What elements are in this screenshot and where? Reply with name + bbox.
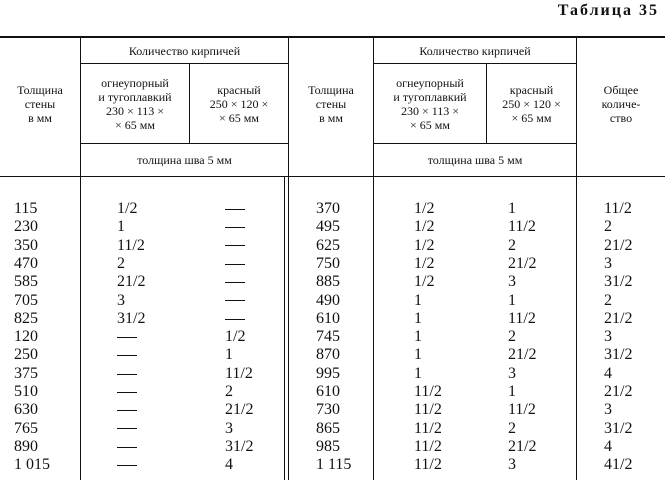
refractory-count-cell: 11/2: [414, 456, 442, 474]
total-count-cell: 4: [604, 364, 612, 382]
wall-thickness-cell: 250: [14, 346, 38, 364]
dash-mark: [225, 319, 245, 320]
refractory-count-cell: 1/2: [414, 218, 435, 236]
table-caption: Таблица 35: [557, 2, 659, 19]
red-count-cell: 2: [225, 383, 233, 400]
refractory-count-cell: 1: [414, 364, 422, 382]
refractory-count-cell: 1/2: [117, 200, 138, 217]
red-count-cell: 2: [508, 328, 516, 346]
header-red-left: красный 250 × 120 × × 65 мм: [209, 82, 269, 125]
wall-thickness-cell: 490: [316, 291, 340, 309]
refractory-count-cell: 21/2: [117, 273, 146, 291]
dash-mark: [117, 410, 137, 411]
wall-thickness-cell: 115: [14, 200, 38, 217]
red-count-cell: [225, 218, 245, 236]
total-count-cell: 41/2: [604, 456, 633, 474]
total-count-cell: 3: [604, 254, 612, 272]
refractory-count-cell: 2: [117, 254, 125, 272]
red-count-cell: 1: [508, 291, 516, 309]
refractory-count-cell: 3: [117, 291, 125, 309]
wall-thickness-cell: 825: [14, 309, 38, 327]
red-count-cell: [225, 237, 245, 255]
red-count-cell: 3: [508, 364, 516, 382]
header-red-right: красный 250 × 120 × × 65 мм: [502, 82, 561, 125]
red-count-cell: 21/2: [508, 437, 537, 455]
wall-thickness-cell: 610: [316, 309, 340, 327]
red-count-cell: 1: [508, 383, 516, 400]
dash-mark: [117, 392, 137, 393]
wall-thickness-cell: 995: [316, 364, 340, 382]
red-count-cell: [225, 310, 245, 328]
wall-thickness-cell: 730: [316, 401, 340, 419]
refractory-count-cell: [117, 438, 137, 456]
total-count-cell: 3: [604, 401, 612, 419]
red-count-cell: 2: [508, 419, 516, 437]
red-count-cell: 1: [225, 346, 233, 364]
dash-mark: [225, 209, 245, 210]
header-brick-count-left: Количество кирпичей: [128, 43, 241, 58]
total-count-cell: 3: [604, 328, 612, 346]
header-total: Общее количе- ство: [601, 83, 641, 125]
red-count-cell: 21/2: [508, 346, 537, 364]
red-count-cell: 3: [508, 456, 516, 474]
total-count-cell: 2: [604, 218, 612, 236]
dash-mark: [117, 465, 137, 466]
refractory-count-cell: [117, 383, 137, 401]
total-count-cell: 21/2: [604, 309, 633, 327]
wall-thickness-cell: 495: [316, 218, 340, 236]
refractory-count-cell: 1/2: [414, 273, 435, 291]
refractory-count-cell: 31/2: [117, 309, 146, 327]
red-count-cell: 31/2: [225, 437, 254, 455]
header-bottom-rule: [0, 176, 665, 177]
red-count-cell: 11/2: [508, 218, 536, 236]
red-count-cell: 4: [225, 456, 233, 474]
total-count-cell: 31/2: [604, 273, 633, 291]
red-count-cell: 21/2: [225, 401, 254, 419]
dash-mark: [117, 355, 137, 356]
refractory-count-cell: 1: [117, 218, 125, 236]
wall-thickness-cell: 510: [14, 383, 38, 400]
red-count-cell: [225, 255, 245, 273]
refractory-count-cell: 1: [414, 346, 422, 364]
total-count-cell: 11/2: [604, 200, 632, 217]
red-count-cell: 3: [508, 273, 516, 291]
red-count-cell: 2: [508, 236, 516, 254]
wall-thickness-cell: 870: [316, 346, 340, 364]
wall-thickness-cell: 370: [316, 200, 340, 217]
red-count-cell: 11/2: [225, 364, 253, 382]
header-joint-right: толщина шва 5 мм: [427, 153, 523, 167]
wall-thickness-cell: 745: [316, 328, 340, 346]
refractory-count-cell: [117, 420, 137, 438]
dash-mark: [117, 374, 137, 375]
red-count-cell: 21/2: [508, 254, 537, 272]
dash-mark: [225, 227, 245, 228]
header-wall-thickness-left: [0, 64, 80, 144]
total-count-cell: 21/2: [604, 236, 633, 254]
header-line: Толщина: [17, 83, 63, 97]
red-count-cell: [225, 292, 245, 310]
refractory-count-cell: [117, 456, 137, 474]
dash-mark: [117, 447, 137, 448]
header-line: в мм: [28, 111, 52, 125]
wall-thickness-cell: 470: [14, 254, 38, 272]
wall-thickness-cell: 630: [14, 401, 38, 419]
total-count-cell: 4: [604, 437, 612, 455]
wall-thickness-cell: 885: [316, 273, 340, 291]
wall-thickness-cell: 865: [316, 419, 340, 437]
wall-thickness-cell: 1 115: [316, 456, 352, 474]
refractory-count-cell: 1/2: [414, 254, 435, 272]
wall-thickness-cell: 610: [316, 383, 340, 400]
refractory-count-cell: 1/2: [414, 200, 435, 217]
refractory-count-cell: 11/2: [414, 383, 442, 400]
refractory-count-cell: 1/2: [414, 236, 435, 254]
total-count-cell: 31/2: [604, 419, 633, 437]
refractory-count-cell: 1: [414, 291, 422, 309]
header-wall-thickness-right: Толщина стены в мм: [308, 83, 354, 125]
header-line: стены: [24, 97, 56, 111]
red-count-cell: [225, 273, 245, 291]
wall-thickness-cell: 705: [14, 291, 38, 309]
refractory-count-cell: 11/2: [414, 437, 442, 455]
dash-mark: [225, 245, 245, 246]
header-joint-left: толщина шва 5 мм: [137, 153, 232, 167]
wall-thickness-cell: 230: [14, 218, 38, 236]
wall-thickness-cell: 1 015: [14, 456, 50, 474]
wall-thickness-cell: 890: [14, 437, 38, 455]
header-brick-count-right: Количество кирпичей: [419, 43, 531, 58]
refractory-count-cell: 11/2: [414, 419, 442, 437]
refractory-count-cell: 1: [414, 328, 422, 346]
refractory-count-cell: 11/2: [414, 401, 442, 419]
wall-thickness-cell: 350: [14, 236, 38, 254]
dash-mark: [225, 264, 245, 265]
header-refractory-right: огнеупорный и тугоплавкий 230 × 113 × × 65 мм: [393, 75, 467, 132]
wall-thickness-cell: 585: [14, 273, 38, 291]
dash-mark: [117, 337, 137, 338]
wall-thickness-cell: 750: [316, 254, 340, 272]
red-count-cell: 1: [508, 200, 516, 217]
red-count-cell: 11/2: [508, 401, 536, 419]
refractory-count-cell: [117, 365, 137, 383]
total-count-cell: 31/2: [604, 346, 633, 364]
refractory-count-cell: [117, 328, 137, 346]
red-count-cell: [225, 200, 245, 218]
wall-thickness-cell: 765: [14, 419, 38, 437]
refractory-count-cell: 1: [414, 309, 422, 327]
red-count-cell: 11/2: [508, 309, 536, 327]
wall-thickness-cell: 120: [14, 328, 38, 346]
col-divider-4: [284, 177, 285, 480]
header-refractory-left: огнеупорный и тугоплавкий 230 × 113 × × 65 мм: [98, 75, 172, 132]
dash-mark: [225, 282, 245, 283]
refractory-count-cell: 11/2: [117, 236, 145, 254]
red-count-cell: 3: [225, 419, 233, 437]
wall-thickness-cell: 375: [14, 364, 38, 382]
wall-thickness-cell: 625: [316, 236, 340, 254]
dash-mark: [225, 300, 245, 301]
refractory-count-cell: [117, 346, 137, 364]
red-count-cell: 1/2: [225, 328, 246, 346]
wall-thickness-cell: 985: [316, 437, 340, 455]
total-count-cell: 21/2: [604, 383, 633, 400]
refractory-count-cell: [117, 401, 137, 419]
dash-mark: [117, 428, 137, 429]
total-count-cell: 2: [604, 291, 612, 309]
